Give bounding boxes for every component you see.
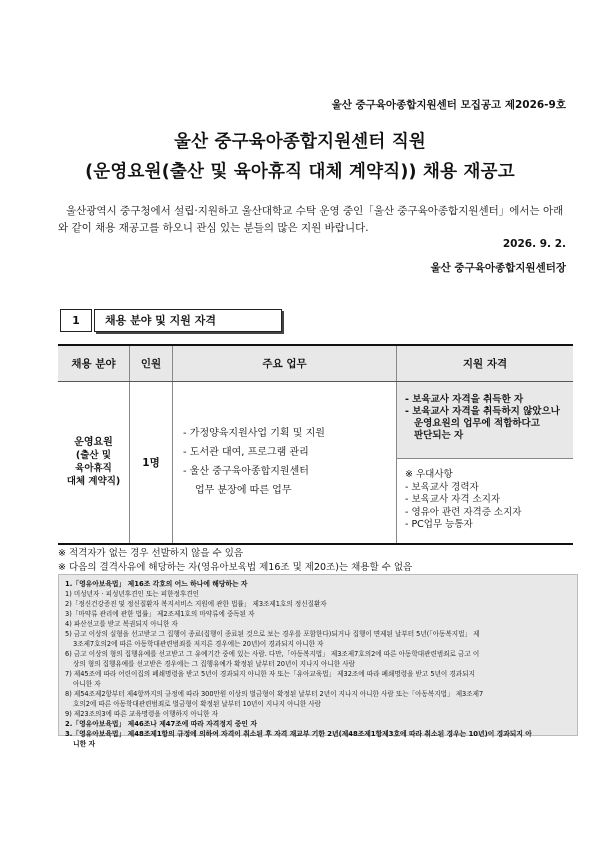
note-disqualification: ※ 다음의 결격사유에 해당하는 자(영유아보육법 제16조 및 제20조)는 채용할 수 없음 <box>58 562 413 573</box>
disq-item: 5) 금고 이상의 실형을 선고받고 그 집행이 종료(집행이 종료된 것으로 보는 경우를 포함한다)되거나 집행이 면제된 날부터 5년(「아동복지법」 제 <box>65 630 480 638</box>
disq-item: 8) 제54조제2항부터 제4항까지의 규정에 따라 300만원 이상의 벌금형이 확정된 날부터 2년이 지나지 아니한 사람 또는「아동복지법」 제3조제7 <box>65 690 484 698</box>
disq-heading-3: 3.「영유아보육법」 제48조제1항의 규정에 의하여 자격이 취소된 후 자격 재교부 기한 2년(제48조제1항제3호에 따라 취소된 경우는 10년)이 경과되지 아 <box>65 730 532 738</box>
disq-item: 7) 제45조에 따라 어린이집의 폐쇄명령을 받고 5년이 경과되지 아니한 자 또는「유아교육법」 제32조에 따라 폐쇄명령을 받고 5년이 경과되지 <box>65 670 475 678</box>
disqualification-box <box>58 574 578 748</box>
requirement-item: - 보육교사 자격을 취득한 자 <box>405 394 524 405</box>
section-number: 1 <box>60 309 92 332</box>
header-duties: 주요 업무 <box>173 345 397 382</box>
disq-item: 9) 제23조의3에 따른 교육명령을 이행하지 아니한 자 <box>65 710 218 718</box>
requirement-item: - 보육교사 자격을 취득하지 않았으나 <box>405 406 560 417</box>
section-title: 채용 분야 및 지원 자격 <box>94 309 282 332</box>
preferred-qualifications <box>397 459 573 540</box>
table-header-row <box>58 345 573 382</box>
preference-title: ※ 우대사항 <box>405 469 453 480</box>
disq-item: 4) 파산선고를 받고 복권되지 아니한 자 <box>65 620 178 628</box>
note-no-qualified: ※ 적격자가 없는 경우 선발하지 않을 수 있음 <box>58 548 244 559</box>
qualifications-cell <box>397 382 574 544</box>
preference-item: - 보육교사 자격 소지자 <box>405 494 501 505</box>
requirement-item-cont: 판단되는 자 <box>414 430 464 441</box>
page-title-line1: 울산 중구육아종합지원센터 직원 <box>173 132 427 152</box>
preference-item: - PC업무 능통자 <box>405 519 473 530</box>
disq-item-cont: 상의 형의 집행유예를 선고받은 경우에는 그 집행유예가 확정된 날부터 20년이 지나지 아니한 사람 <box>73 660 355 668</box>
header-qualifications: 지원 자격 <box>397 345 574 382</box>
count-cell: 1명 <box>130 382 173 544</box>
disq-heading-2: 2.「영유아보육법」 제46조나 제47조에 따라 자격정지 중인 자 <box>65 720 257 728</box>
duty-item: - 가정양육지원사업 기획 및 지원 <box>183 428 325 440</box>
preference-item: - 보육교사 경력자 <box>405 481 479 493</box>
requirement-item-cont: 운영요원의 업무에 적합하다고 <box>414 418 540 429</box>
table-row <box>58 382 573 544</box>
header-field: 채용 분야 <box>58 345 130 382</box>
page-title-line2: (운영요원(출산 및 육아휴직 대체 계약직)) 채용 재공고 <box>85 162 515 182</box>
disq-item: 1) 미성년자 · 피성년후견인 또는 피한정후견인 <box>65 590 199 598</box>
notice-number: 울산 중구육아종합지원센터 모집공고 제2026-9호 <box>331 99 566 111</box>
issuing-organization: 울산 중구육아종합지원센터장 <box>430 262 566 274</box>
duty-item-cont: 업무 분장에 따른 업무 <box>195 485 292 497</box>
recruitment-table <box>58 344 573 545</box>
field-detail-3: 대체 계약직) <box>66 476 121 488</box>
duty-item: - 울산 중구육아종합지원센터 <box>183 466 309 478</box>
preference-item: - 영유아 관련 자격증 소지자 <box>405 506 522 518</box>
disq-item-cont: 아니한 자 <box>73 680 101 688</box>
disq-item-cont: 호의2에 따른 아동학대관련범죄로 벌금형이 확정된 날부터 10년이 지나지 아니한 사람 <box>73 700 322 708</box>
duty-item: - 도서관 대여, 프로그램 관리 <box>183 447 309 459</box>
intro-paragraph: 울산광역시 중구청에서 설립·지원하고 울산대학교 수탁 운영 중인「울산 중구육아종합지원센터」에서는 아래와 같이 채용 재공고를 하오니 관심 있는 분들의 많은 지원 바랍니다. <box>58 205 564 234</box>
header-count: 인원 <box>130 345 173 382</box>
required-qualifications <box>397 382 573 459</box>
field-name: 운영요원 <box>74 437 113 449</box>
disq-item: 6) 금고 이상의 형의 집행유예를 선고받고 그 유예기간 중에 있는 사람. 다만,「아동복지법」 제3조제7호의2에 따른 아동학대관련범죄로 금고 이 <box>65 650 480 658</box>
disq-item: 2)「정신건강증진 및 정신질환자 복지서비스 지원에 관한 법률」 제3조제1호의 정신질환자 <box>65 600 327 608</box>
duties-cell <box>173 382 397 544</box>
disq-item: 3)「마약류 관리에 관한 법률」 제2조제1호의 마약류에 중독된 자 <box>65 610 255 618</box>
disq-heading-1: 1.「영유아보육법」 제16조 각호의 어느 하나에 해당하는 자 <box>65 580 248 588</box>
notice-date: 2026. 9. 2. <box>502 238 566 250</box>
disq-item-cont: 3조제7호의2에 따른 아동학대관련범죄를 저지른 경우에는 20년)이 경과되지 아니한 자 <box>73 640 324 648</box>
field-cell <box>58 382 130 544</box>
field-detail-2: 육아휴직 <box>75 463 112 475</box>
field-detail-1: (출산 및 <box>75 450 112 462</box>
disq-heading-3-cont: 니한 자 <box>73 740 96 748</box>
